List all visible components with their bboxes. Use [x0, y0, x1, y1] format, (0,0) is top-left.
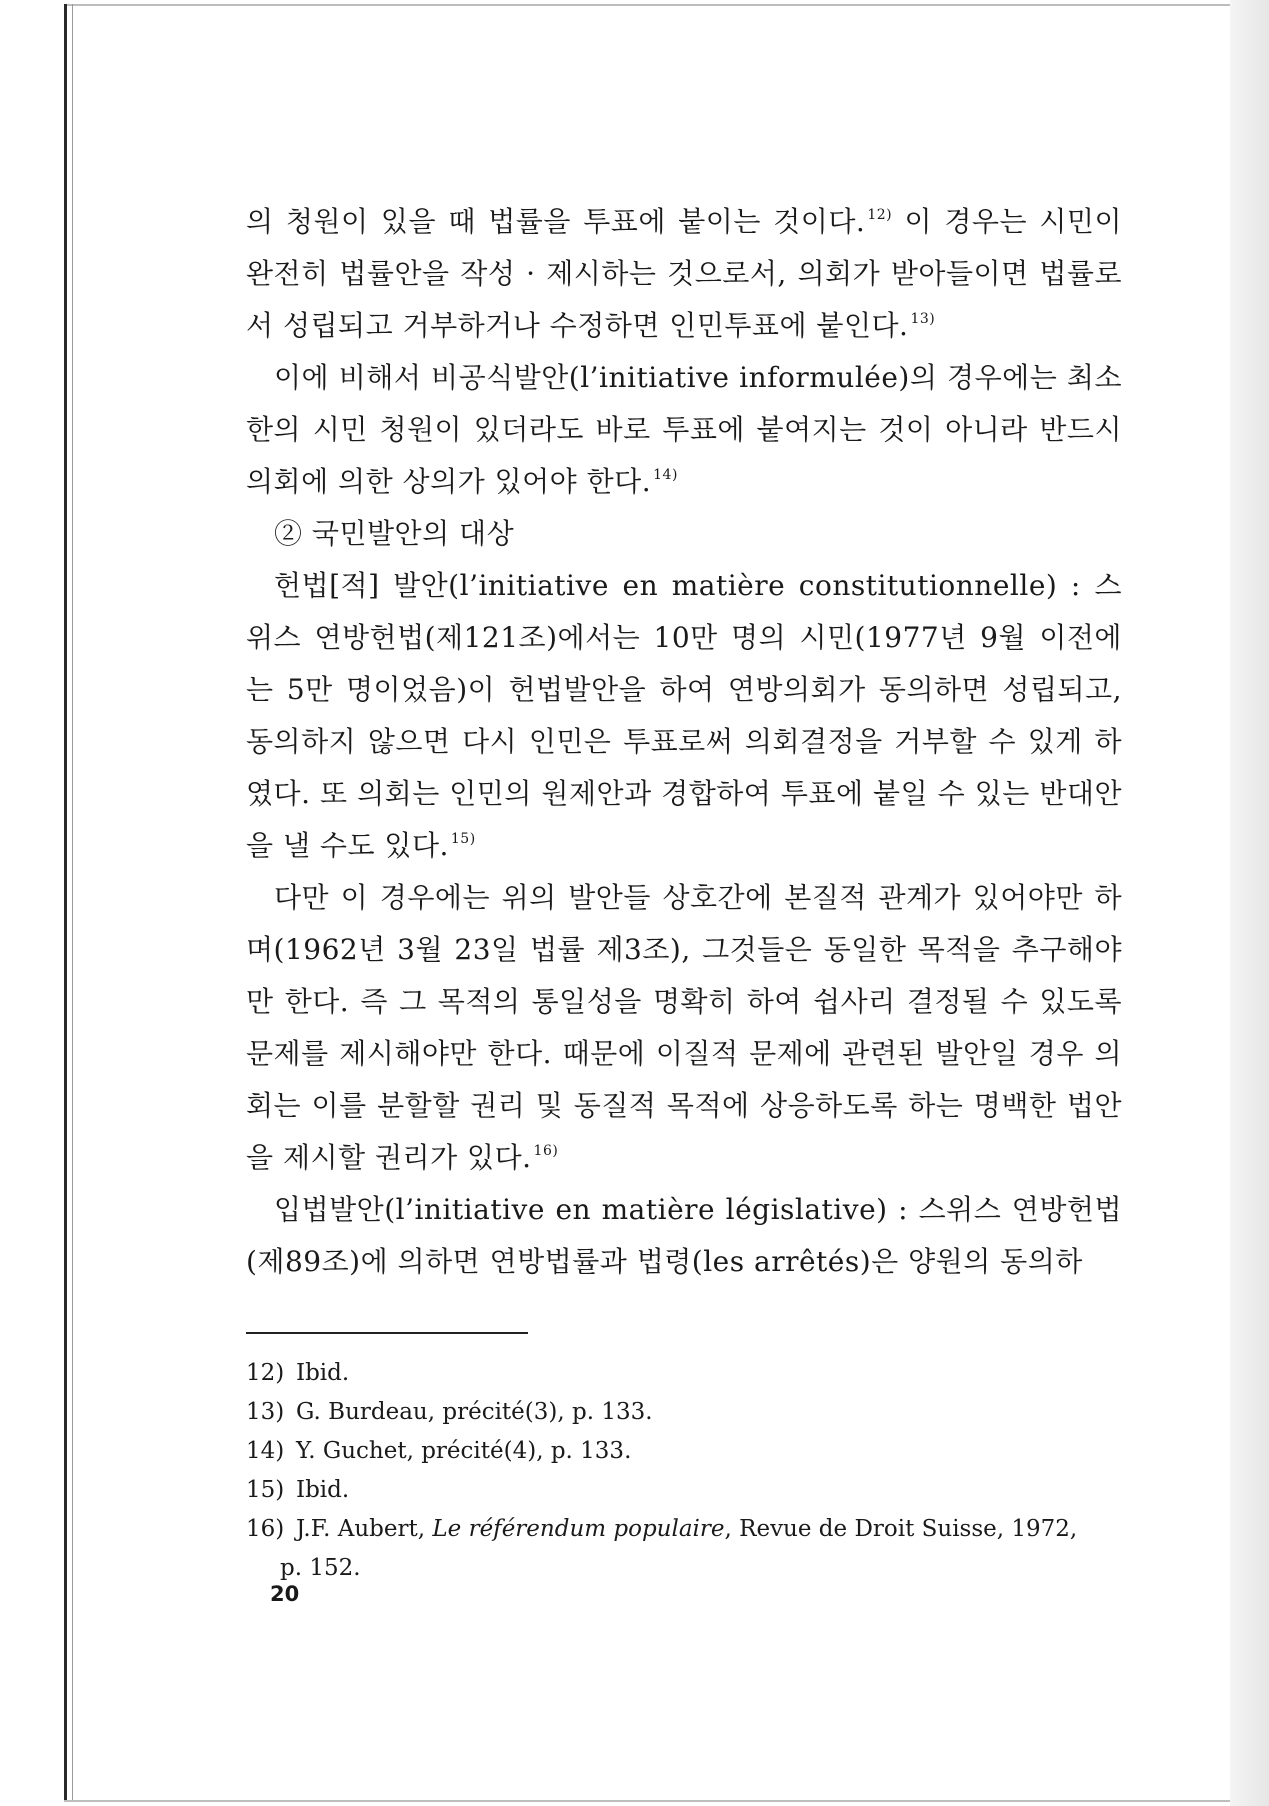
paragraph-2: 이에 비해서 비공식발안(l’initiative informulée)의 경우에는 최소한의 시민 청원이 있더라도 바로 투표에 붙여지는 것이 아니라 반드시 의회에 의한 상의가 있어야 한다. $^{14)}$ — [246, 361, 1122, 498]
cited-title: Le référendum populaire — [432, 1516, 725, 1542]
footnote-16: 16) J.F. Aubert, Le référendum populaire, Revue de Droit Suisse, 1972, — [246, 1516, 1078, 1542]
page-edge-shadow — [1230, 0, 1269, 1806]
footnotes — [246, 1354, 1122, 1588]
footnote-16-continued: p. 152. — [280, 1555, 361, 1581]
page-frame-left — [64, 4, 67, 1802]
footnote-ref-14: 14) — [653, 467, 678, 483]
footnote-divider — [246, 1332, 528, 1334]
paragraph-1: 의 청원이 있을 때 법률을 투표에 붙이는 것이다. $^{12)}$ 이 경우는 시민이 완전히 법률안을 작성 · 제시하는 것으로서, 의회가 받아들이면 법률로서 성립되고 거부하거나 수정하면 인민투표에 붙인다. $^{13)}$ — [246, 205, 1122, 342]
page-frame-bottom — [64, 1800, 1244, 1802]
footnote-14: 14) Y. Guchet, précité(4), p. 133. — [246, 1438, 632, 1464]
footnote-ref-13: 13) — [910, 311, 936, 327]
paragraph-3: 헌법[적] 발안(l’initiative en matière constitutionnelle) : 스위스 연방헌법(제121조)에서는 10만 명의 시민(1977년 9월 이전에는 5만 명이었음)이 헌법발안을 하여 연방의회가 동의하면 성립되고, 동의하지 않으면 다시 인민은 투표로써 의회결정을 거부할 수 있게 하였다. 또 의회는 인민의 원제안과 경합하여 투표에 붙일 수 있는 반대안을 낼 수도 있다. $^{15)}$ — [246, 569, 1122, 862]
footnote-ref-12: 12) — [867, 207, 893, 223]
footnote-ref-16: 16) — [533, 1143, 559, 1159]
paragraph-4: 다만 이 경우에는 위의 발안들 상호간에 본질적 관계가 있어야만 하며(1962년 3월 23일 법률 제3조), 그것들은 동일한 목적을 추구해야만 한다. 즉 그 목적의 통일성을 명확히 하여 쉽사리 결정될 수 있도록 문제를 제시해야만 한다. 때문에 이질적 문제에 관련된 발안일 경우 의회는 이를 분할할 권리 및 동질적 목적에 상응하도록 하는 명백한 법안을 제시할 권리가 있다. $^{16)}$ — [246, 881, 1122, 1174]
section-heading: ② 국민발안의 대상 — [274, 517, 515, 550]
document-page — [246, 196, 1122, 1588]
paragraph-5: 입법발안(l’initiative en matière législative) : 스위스 연방헌법(제89조)에 의하면 연방법률과 법령(les arrêtés)은 양원의 동의하 — [246, 1193, 1122, 1278]
footnote-13: 13) G. Burdeau, précité(3), p. 133. — [246, 1399, 653, 1425]
page-number: 20 — [270, 1582, 300, 1606]
page-frame-top — [64, 4, 1244, 6]
footnote-12: 12) Ibid. — [246, 1360, 350, 1386]
body-text — [246, 196, 1122, 1288]
footnote-15: 15) Ibid. — [246, 1477, 350, 1503]
footnote-ref-15: 15) — [450, 831, 476, 847]
page-frame-left-inner — [72, 4, 73, 1802]
